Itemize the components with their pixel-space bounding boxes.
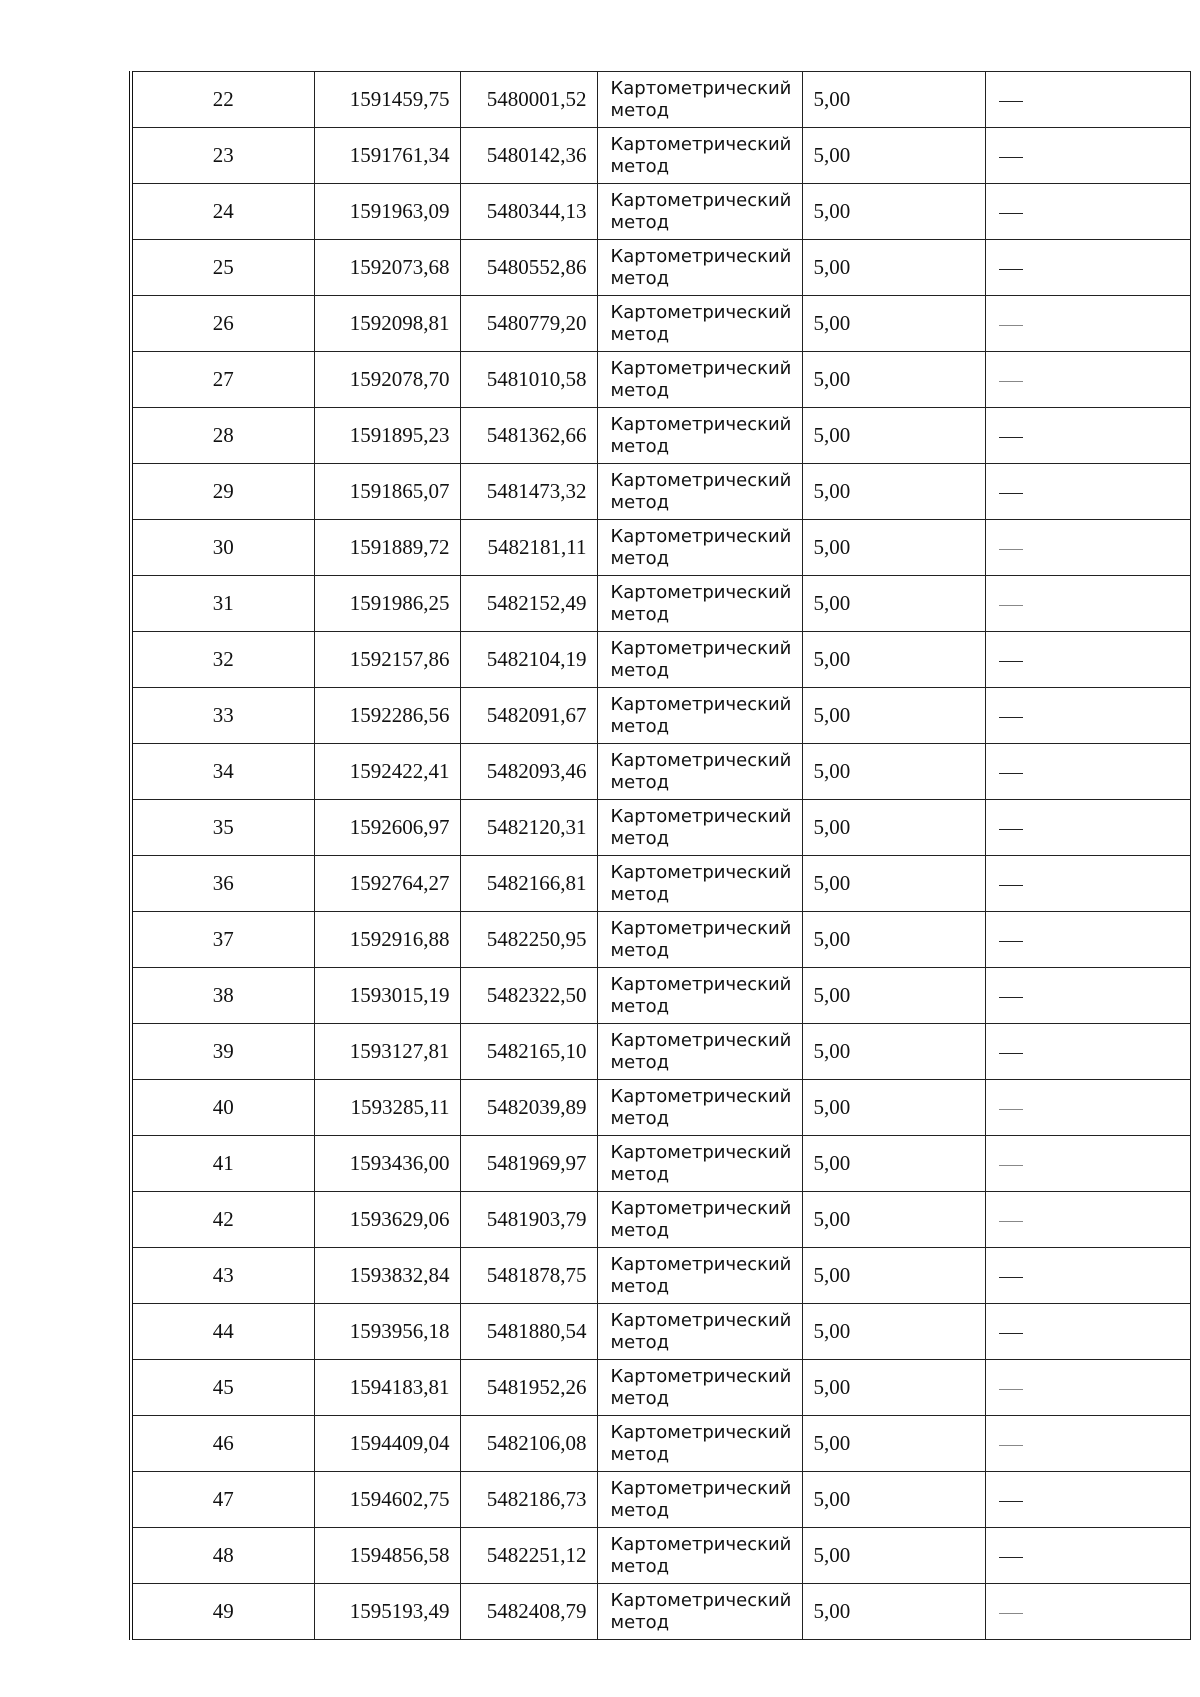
accuracy-cell: 5,00 bbox=[802, 968, 985, 1024]
point-number-cell: 27 bbox=[133, 352, 314, 408]
point-number-cell: 31 bbox=[133, 576, 314, 632]
description-cell bbox=[985, 912, 1190, 968]
dash-mark bbox=[999, 885, 1023, 886]
dash-mark bbox=[999, 1165, 1023, 1166]
accuracy-cell: 5,00 bbox=[802, 800, 985, 856]
accuracy-cell: 5,00 bbox=[802, 184, 985, 240]
y-coordinate-cell: 5482104,19 bbox=[460, 632, 597, 688]
y-coordinate-cell: 5481969,97 bbox=[460, 1136, 597, 1192]
table-row bbox=[133, 1136, 1190, 1192]
point-number-cell: 46 bbox=[133, 1416, 314, 1472]
x-coordinate-cell: 1593956,18 bbox=[314, 1304, 460, 1360]
dash-mark bbox=[999, 717, 1023, 718]
x-coordinate-cell: 1592286,56 bbox=[314, 688, 460, 744]
y-coordinate-cell: 5482251,12 bbox=[460, 1528, 597, 1584]
x-coordinate-cell: 1592916,88 bbox=[314, 912, 460, 968]
point-number-cell: 45 bbox=[133, 1360, 314, 1416]
point-number-cell: 23 bbox=[133, 128, 314, 184]
dash-mark bbox=[999, 1501, 1023, 1502]
description-cell bbox=[985, 1136, 1190, 1192]
description-cell bbox=[985, 464, 1190, 520]
x-coordinate-cell: 1594602,75 bbox=[314, 1472, 460, 1528]
method-cell: Картометрический метод bbox=[597, 1528, 802, 1584]
point-number-cell: 37 bbox=[133, 912, 314, 968]
point-number-cell: 26 bbox=[133, 296, 314, 352]
dash-mark bbox=[999, 1333, 1023, 1334]
table-row bbox=[133, 1080, 1190, 1136]
y-coordinate-cell: 5482250,95 bbox=[460, 912, 597, 968]
table-row bbox=[133, 968, 1190, 1024]
y-coordinate-cell: 5482039,89 bbox=[460, 1080, 597, 1136]
method-cell: Картометрический метод bbox=[597, 184, 802, 240]
y-coordinate-cell: 5481473,32 bbox=[460, 464, 597, 520]
dash-mark bbox=[999, 325, 1023, 326]
x-coordinate-cell: 1594856,58 bbox=[314, 1528, 460, 1584]
x-coordinate-cell: 1593832,84 bbox=[314, 1248, 460, 1304]
dash-mark bbox=[999, 213, 1023, 214]
dash-mark bbox=[999, 269, 1023, 270]
method-cell: Картометрический метод bbox=[597, 296, 802, 352]
y-coordinate-cell: 5481880,54 bbox=[460, 1304, 597, 1360]
accuracy-cell: 5,00 bbox=[802, 1528, 985, 1584]
accuracy-cell: 5,00 bbox=[802, 128, 985, 184]
accuracy-cell: 5,00 bbox=[802, 1136, 985, 1192]
x-coordinate-cell: 1592157,86 bbox=[314, 632, 460, 688]
description-cell bbox=[985, 1584, 1190, 1640]
description-cell bbox=[985, 72, 1190, 128]
x-coordinate-cell: 1591761,34 bbox=[314, 128, 460, 184]
dash-mark bbox=[999, 1053, 1023, 1054]
table-row bbox=[133, 744, 1190, 800]
table-row bbox=[133, 72, 1190, 128]
table-row bbox=[133, 408, 1190, 464]
table-row bbox=[133, 912, 1190, 968]
method-cell: Картометрический метод bbox=[597, 72, 802, 128]
dash-mark bbox=[999, 1613, 1023, 1614]
dash-mark bbox=[999, 549, 1023, 550]
dash-mark bbox=[999, 661, 1023, 662]
dash-mark bbox=[999, 829, 1023, 830]
point-number-cell: 36 bbox=[133, 856, 314, 912]
method-cell: Картометрический метод bbox=[597, 240, 802, 296]
method-cell: Картометрический метод bbox=[597, 856, 802, 912]
method-cell: Картометрический метод bbox=[597, 800, 802, 856]
accuracy-cell: 5,00 bbox=[802, 1304, 985, 1360]
y-coordinate-cell: 5481903,79 bbox=[460, 1192, 597, 1248]
x-coordinate-cell: 1591895,23 bbox=[314, 408, 460, 464]
description-cell bbox=[985, 1192, 1190, 1248]
description-cell bbox=[985, 296, 1190, 352]
method-cell: Картометрический метод bbox=[597, 464, 802, 520]
method-cell: Картометрический метод bbox=[597, 1584, 802, 1640]
accuracy-cell: 5,00 bbox=[802, 408, 985, 464]
table-row bbox=[133, 800, 1190, 856]
table-row bbox=[133, 1192, 1190, 1248]
method-cell: Картометрический метод bbox=[597, 688, 802, 744]
method-cell: Картометрический метод bbox=[597, 128, 802, 184]
dash-mark bbox=[999, 101, 1023, 102]
dash-mark bbox=[999, 605, 1023, 606]
point-number-cell: 24 bbox=[133, 184, 314, 240]
description-cell bbox=[985, 1024, 1190, 1080]
y-coordinate-cell: 5480552,86 bbox=[460, 240, 597, 296]
dash-mark bbox=[999, 1277, 1023, 1278]
accuracy-cell: 5,00 bbox=[802, 72, 985, 128]
accuracy-cell: 5,00 bbox=[802, 856, 985, 912]
coordinates-table-body bbox=[133, 72, 1190, 1640]
accuracy-cell: 5,00 bbox=[802, 632, 985, 688]
table-row bbox=[133, 520, 1190, 576]
description-cell bbox=[985, 1080, 1190, 1136]
point-number-cell: 43 bbox=[133, 1248, 314, 1304]
point-number-cell: 34 bbox=[133, 744, 314, 800]
table-row bbox=[133, 856, 1190, 912]
table-row bbox=[133, 184, 1190, 240]
x-coordinate-cell: 1594183,81 bbox=[314, 1360, 460, 1416]
x-coordinate-cell: 1591986,25 bbox=[314, 576, 460, 632]
table-row bbox=[133, 1360, 1190, 1416]
method-cell: Картометрический метод bbox=[597, 912, 802, 968]
x-coordinate-cell: 1593127,81 bbox=[314, 1024, 460, 1080]
point-number-cell: 47 bbox=[133, 1472, 314, 1528]
point-number-cell: 49 bbox=[133, 1584, 314, 1640]
point-number-cell: 39 bbox=[133, 1024, 314, 1080]
description-cell bbox=[985, 128, 1190, 184]
y-coordinate-cell: 5480779,20 bbox=[460, 296, 597, 352]
dash-mark bbox=[999, 1109, 1023, 1110]
table-row bbox=[133, 688, 1190, 744]
table-row bbox=[133, 128, 1190, 184]
description-cell bbox=[985, 1472, 1190, 1528]
y-coordinate-cell: 5480142,36 bbox=[460, 128, 597, 184]
accuracy-cell: 5,00 bbox=[802, 688, 985, 744]
y-coordinate-cell: 5482408,79 bbox=[460, 1584, 597, 1640]
y-coordinate-cell: 5482091,67 bbox=[460, 688, 597, 744]
accuracy-cell: 5,00 bbox=[802, 464, 985, 520]
description-cell bbox=[985, 352, 1190, 408]
dash-mark bbox=[999, 1445, 1023, 1446]
accuracy-cell: 5,00 bbox=[802, 1360, 985, 1416]
x-coordinate-cell: 1592764,27 bbox=[314, 856, 460, 912]
dash-mark bbox=[999, 157, 1023, 158]
table-row bbox=[133, 1528, 1190, 1584]
x-coordinate-cell: 1591963,09 bbox=[314, 184, 460, 240]
y-coordinate-cell: 5481010,58 bbox=[460, 352, 597, 408]
x-coordinate-cell: 1592422,41 bbox=[314, 744, 460, 800]
description-cell bbox=[985, 1416, 1190, 1472]
method-cell: Картометрический метод bbox=[597, 968, 802, 1024]
point-number-cell: 29 bbox=[133, 464, 314, 520]
accuracy-cell: 5,00 bbox=[802, 744, 985, 800]
dash-mark bbox=[999, 1221, 1023, 1222]
accuracy-cell: 5,00 bbox=[802, 1080, 985, 1136]
table-row bbox=[133, 352, 1190, 408]
method-cell: Картометрический метод bbox=[597, 1080, 802, 1136]
description-cell bbox=[985, 800, 1190, 856]
table-row bbox=[133, 632, 1190, 688]
accuracy-cell: 5,00 bbox=[802, 1192, 985, 1248]
table-row bbox=[133, 1584, 1190, 1640]
point-number-cell: 42 bbox=[133, 1192, 314, 1248]
point-number-cell: 22 bbox=[133, 72, 314, 128]
accuracy-cell: 5,00 bbox=[802, 576, 985, 632]
point-number-cell: 33 bbox=[133, 688, 314, 744]
table-row bbox=[133, 576, 1190, 632]
accuracy-cell: 5,00 bbox=[802, 240, 985, 296]
method-cell: Картометрический метод bbox=[597, 576, 802, 632]
description-cell bbox=[985, 744, 1190, 800]
y-coordinate-cell: 5482120,31 bbox=[460, 800, 597, 856]
method-cell: Картометрический метод bbox=[597, 632, 802, 688]
coordinates-table bbox=[133, 71, 1191, 1640]
x-coordinate-cell: 1593436,00 bbox=[314, 1136, 460, 1192]
table-row bbox=[133, 296, 1190, 352]
x-coordinate-cell: 1592078,70 bbox=[314, 352, 460, 408]
description-cell bbox=[985, 632, 1190, 688]
accuracy-cell: 5,00 bbox=[802, 520, 985, 576]
dash-mark bbox=[999, 773, 1023, 774]
coordinates-table-frame bbox=[129, 71, 1194, 1640]
y-coordinate-cell: 5481362,66 bbox=[460, 408, 597, 464]
accuracy-cell: 5,00 bbox=[802, 352, 985, 408]
method-cell: Картометрический метод bbox=[597, 1192, 802, 1248]
dash-mark bbox=[999, 941, 1023, 942]
x-coordinate-cell: 1591889,72 bbox=[314, 520, 460, 576]
x-coordinate-cell: 1592606,97 bbox=[314, 800, 460, 856]
description-cell bbox=[985, 1528, 1190, 1584]
x-coordinate-cell: 1595193,49 bbox=[314, 1584, 460, 1640]
dash-mark bbox=[999, 381, 1023, 382]
method-cell: Картометрический метод bbox=[597, 1472, 802, 1528]
method-cell: Картометрический метод bbox=[597, 520, 802, 576]
description-cell bbox=[985, 1248, 1190, 1304]
accuracy-cell: 5,00 bbox=[802, 1584, 985, 1640]
y-coordinate-cell: 5481952,26 bbox=[460, 1360, 597, 1416]
accuracy-cell: 5,00 bbox=[802, 912, 985, 968]
description-cell bbox=[985, 968, 1190, 1024]
description-cell bbox=[985, 576, 1190, 632]
description-cell bbox=[985, 1304, 1190, 1360]
point-number-cell: 30 bbox=[133, 520, 314, 576]
description-cell bbox=[985, 688, 1190, 744]
y-coordinate-cell: 5480344,13 bbox=[460, 184, 597, 240]
x-coordinate-cell: 1594409,04 bbox=[314, 1416, 460, 1472]
x-coordinate-cell: 1592073,68 bbox=[314, 240, 460, 296]
accuracy-cell: 5,00 bbox=[802, 296, 985, 352]
y-coordinate-cell: 5482093,46 bbox=[460, 744, 597, 800]
method-cell: Картометрический метод bbox=[597, 352, 802, 408]
point-number-cell: 28 bbox=[133, 408, 314, 464]
method-cell: Картометрический метод bbox=[597, 1416, 802, 1472]
description-cell bbox=[985, 240, 1190, 296]
x-coordinate-cell: 1593629,06 bbox=[314, 1192, 460, 1248]
table-row bbox=[133, 240, 1190, 296]
x-coordinate-cell: 1591865,07 bbox=[314, 464, 460, 520]
dash-mark bbox=[999, 1557, 1023, 1558]
method-cell: Картометрический метод bbox=[597, 1248, 802, 1304]
table-row bbox=[133, 1416, 1190, 1472]
point-number-cell: 32 bbox=[133, 632, 314, 688]
method-cell: Картометрический метод bbox=[597, 1304, 802, 1360]
description-cell bbox=[985, 1360, 1190, 1416]
description-cell bbox=[985, 408, 1190, 464]
x-coordinate-cell: 1592098,81 bbox=[314, 296, 460, 352]
y-coordinate-cell: 5482106,08 bbox=[460, 1416, 597, 1472]
y-coordinate-cell: 5482166,81 bbox=[460, 856, 597, 912]
point-number-cell: 41 bbox=[133, 1136, 314, 1192]
point-number-cell: 38 bbox=[133, 968, 314, 1024]
description-cell bbox=[985, 184, 1190, 240]
accuracy-cell: 5,00 bbox=[802, 1416, 985, 1472]
table-row bbox=[133, 1024, 1190, 1080]
y-coordinate-cell: 5482186,73 bbox=[460, 1472, 597, 1528]
x-coordinate-cell: 1593285,11 bbox=[314, 1080, 460, 1136]
method-cell: Картометрический метод bbox=[597, 408, 802, 464]
dash-mark bbox=[999, 1389, 1023, 1390]
y-coordinate-cell: 5482181,11 bbox=[460, 520, 597, 576]
y-coordinate-cell: 5480001,52 bbox=[460, 72, 597, 128]
method-cell: Картометрический метод bbox=[597, 1360, 802, 1416]
point-number-cell: 48 bbox=[133, 1528, 314, 1584]
table-row bbox=[133, 1472, 1190, 1528]
x-coordinate-cell: 1591459,75 bbox=[314, 72, 460, 128]
point-number-cell: 40 bbox=[133, 1080, 314, 1136]
point-number-cell: 25 bbox=[133, 240, 314, 296]
description-cell bbox=[985, 520, 1190, 576]
accuracy-cell: 5,00 bbox=[802, 1024, 985, 1080]
method-cell: Картометрический метод bbox=[597, 1024, 802, 1080]
method-cell: Картометрический метод bbox=[597, 744, 802, 800]
dash-mark bbox=[999, 493, 1023, 494]
point-number-cell: 35 bbox=[133, 800, 314, 856]
dash-mark bbox=[999, 437, 1023, 438]
y-coordinate-cell: 5482165,10 bbox=[460, 1024, 597, 1080]
accuracy-cell: 5,00 bbox=[802, 1472, 985, 1528]
table-row bbox=[133, 1304, 1190, 1360]
method-cell: Картометрический метод bbox=[597, 1136, 802, 1192]
table-row bbox=[133, 1248, 1190, 1304]
x-coordinate-cell: 1593015,19 bbox=[314, 968, 460, 1024]
point-number-cell: 44 bbox=[133, 1304, 314, 1360]
y-coordinate-cell: 5482322,50 bbox=[460, 968, 597, 1024]
table-row bbox=[133, 464, 1190, 520]
accuracy-cell: 5,00 bbox=[802, 1248, 985, 1304]
y-coordinate-cell: 5481878,75 bbox=[460, 1248, 597, 1304]
description-cell bbox=[985, 856, 1190, 912]
y-coordinate-cell: 5482152,49 bbox=[460, 576, 597, 632]
dash-mark bbox=[999, 997, 1023, 998]
